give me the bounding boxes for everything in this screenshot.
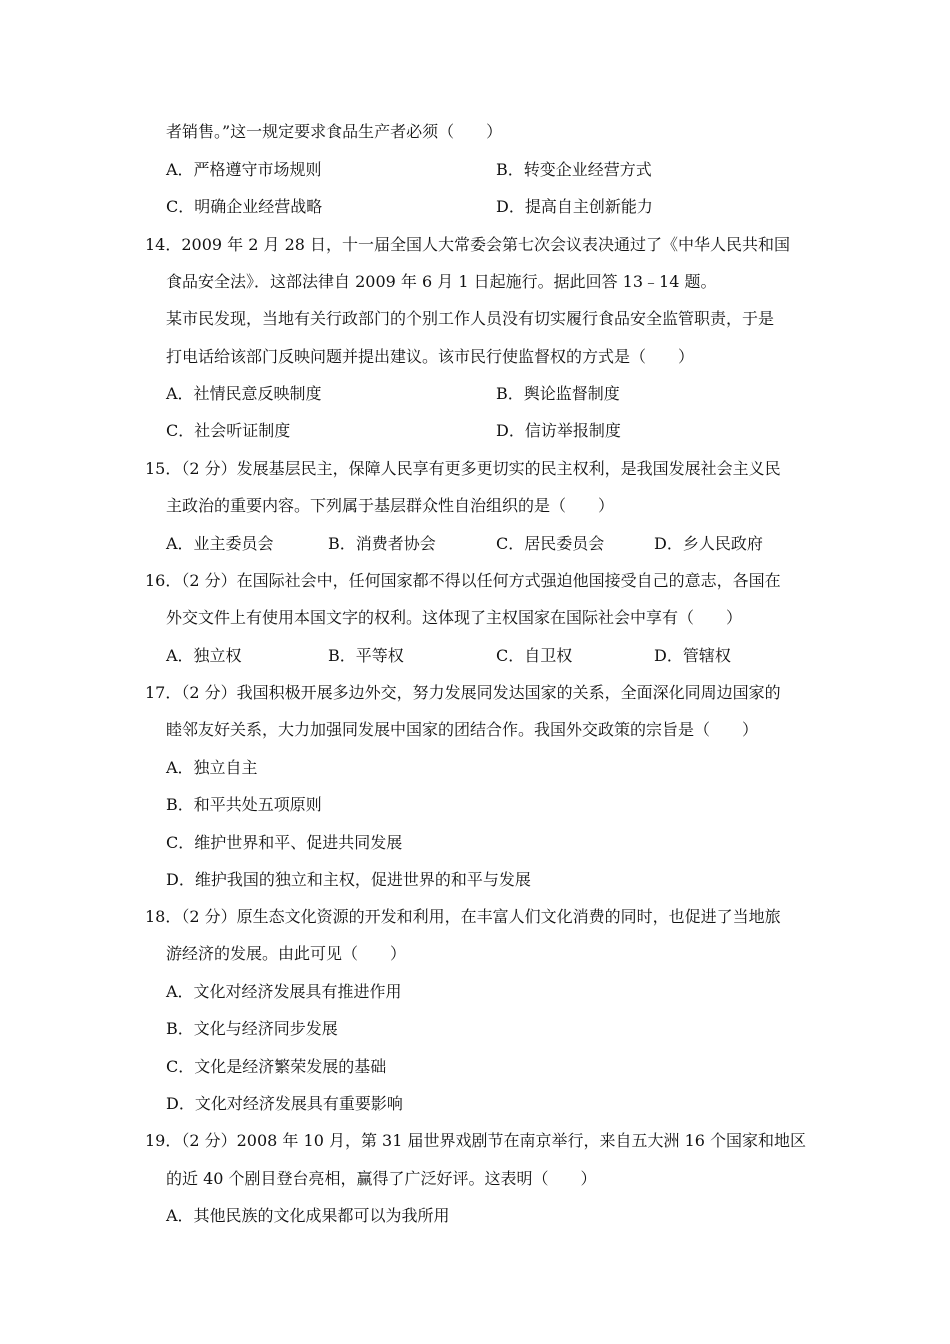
q19-line-2: 的近 40 个剧目登台亮相，赢得了广泛好评。这表明（ ） (166, 1169, 597, 1188)
q14-line-3: 某市民发现，当地有关行政部门的个别工作人员没有切实履行食品安全监管职责，于是 (166, 309, 775, 328)
q14-option-d: D．信访举报制度 (496, 421, 621, 440)
q15-option-c: C．居民委员会 (496, 534, 605, 553)
q17-option-a: A．独立自主 (166, 758, 258, 777)
q13-stem-tail: 者销售。”这一规定要求食品生产者必须（ ） (166, 122, 503, 141)
q17-option-d: D．维护我国的独立和主权，促进世界的和平与发展 (166, 870, 531, 889)
q16-option-b: B．平等权 (328, 646, 404, 665)
q14-option-b: B．舆论监督制度 (496, 384, 620, 403)
q17-option-b: B．和平共处五项原则 (166, 795, 322, 814)
q18-option-c: C．文化是经济繁荣发展的基础 (166, 1057, 387, 1076)
q18-option-b: B．文化与经济同步发展 (166, 1019, 338, 1038)
q16-line-1: 16．（2 分）在国际社会中，任何国家都不得以任何方式强迫他国接受自己的意志，各国在 (145, 571, 781, 590)
q15-line-2: 主政治的重要内容。下列属于基层群众性自治组织的是（ ） (166, 496, 615, 515)
q15-line-1: 15．（2 分）发展基层民主，保障人民享有更多更切实的民主权利，是我国发展社会主义民 (145, 459, 781, 478)
q16-option-c: C．自卫权 (496, 646, 573, 665)
q17-line-2: 睦邻友好关系，大力加强同发展中国家的团结合作。我国外交政策的宗旨是（ ） (166, 720, 759, 739)
q14-line-4: 打电话给该部门反映问题并提出建议。该市民行使监督权的方式是（ ） (166, 347, 695, 366)
q19-line-1: 19．（2 分）2008 年 10 月，第 31 届世界戏剧节在南京举行，来自五大洲 16 个国家和地区 (145, 1131, 807, 1150)
q13-option-b: B．转变企业经营方式 (496, 160, 652, 179)
q14-option-c: C．社会听证制度 (166, 421, 291, 440)
q18-line-2: 游经济的发展。由此可见（ ） (166, 944, 407, 963)
q14-line-1: 14．2009 年 2 月 28 日，十一届全国人大常委会第七次会议表决通过了《中华人民共和国 (145, 235, 791, 254)
q14-option-a: A．社情民意反映制度 (166, 384, 322, 403)
q14-line-2: 食品安全法》．这部法律自 2009 年 6 月 1 日起施行。据此回答 13﹣14 题。 (166, 272, 717, 291)
q17-line-1: 17．（2 分）我国积极开展多边外交，努力发展同发达国家的关系，全面深化同周边国家的 (145, 683, 781, 702)
q13-option-d: D．提高自主创新能力 (496, 197, 653, 216)
q19-option-a: A．其他民族的文化成果都可以为我所用 (166, 1206, 450, 1225)
q18-line-1: 18．（2 分）原生态文化资源的开发和利用，在丰富人们文化消费的同时，也促进了当地旅 (145, 907, 781, 926)
q15-option-b: B．消费者协会 (328, 534, 436, 553)
q16-option-a: A．独立权 (166, 646, 242, 665)
q17-option-c: C．维护世界和平、促进共同发展 (166, 833, 403, 852)
q18-option-a: A．文化对经济发展具有推进作用 (166, 982, 402, 1001)
q18-option-d: D．文化对经济发展具有重要影响 (166, 1094, 403, 1113)
q13-option-c: C．明确企业经营战略 (166, 197, 323, 216)
q15-option-d: D．乡人民政府 (654, 534, 763, 553)
q16-option-d: D．管辖权 (654, 646, 731, 665)
q13-option-a: A．严格遵守市场规则 (166, 160, 322, 179)
q15-option-a: A．业主委员会 (166, 534, 274, 553)
q16-line-2: 外交文件上有使用本国文字的权利。这体现了主权国家在国际社会中享有（ ） (166, 608, 743, 627)
